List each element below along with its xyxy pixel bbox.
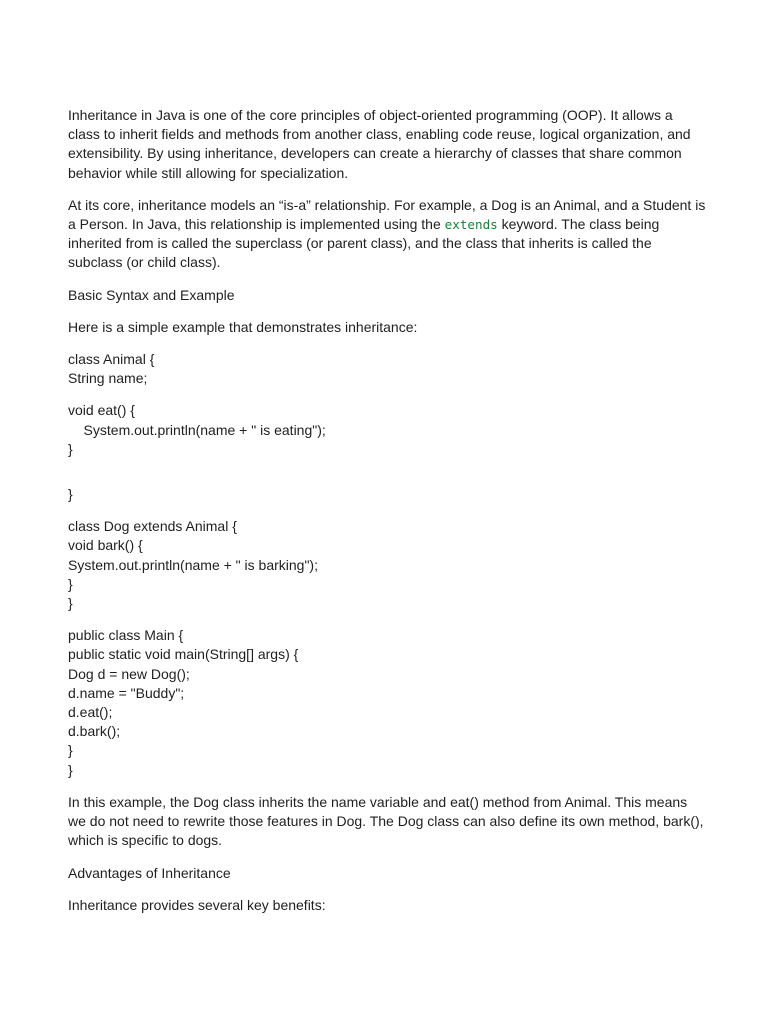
code-line: } [68,595,73,612]
code-line: System.out.println(name + " is barking"); [68,556,318,573]
code-line: class Animal { [68,351,155,368]
code-line: public class Main { [68,627,184,644]
code-line: } [68,761,73,778]
code-line: d.name = "Buddy"; [68,684,185,701]
code-line: System.out.println(name + " is eating"); [68,421,326,438]
code-line: class Dog extends Animal { [68,518,237,535]
code-line: } [68,440,73,457]
code-line: Dog d = new Dog(); [68,665,190,682]
syntax-heading: Basic Syntax and Example [68,286,235,303]
is-a-paragraph [68,196,708,273]
code-line: void eat() { [68,402,135,419]
advantages-heading: Advantages of Inheritance [68,864,231,881]
animal-class-close [68,485,708,504]
code-line: public static void main(String[] args) { [68,646,299,663]
animal-class-code [68,350,708,388]
code-line: void bark() { [68,537,143,554]
code-line: d.eat(); [68,704,113,721]
code-line: String name; [68,370,148,387]
advantages-lead: Inheritance provides several key benefits: [68,896,326,913]
is-a-text-end: keyword. The class being inherited from is called the superclass (or parent class), and the class that inherits is called the subclass (or child class). [68,216,660,271]
dog-class-code [68,517,708,613]
main-class-code [68,626,708,780]
eat-method-code [68,401,708,459]
document-page [68,106,708,928]
is-a-text-start: At its core, inheritance models an “is-a” relationship. For example, a Dog is an Animal, and a Student is a Person. In Java, this relationship is implemented using the [68,196,706,233]
code-line: } [68,742,73,759]
code-line: } [68,575,73,592]
code-line: d.bark(); [68,723,121,740]
code-line: } [68,486,73,503]
syntax-lead: Here is a simple example that demonstrates inheritance: [68,318,418,335]
extends-keyword: extends [444,217,498,233]
explanation-paragraph: In this example, the Dog class inherits the name variable and eat() method from Animal. This means we do not need to rewrite those features in Dog. The Dog class can also define its own method, bark(), which is specific to dogs. [68,793,704,849]
intro-paragraph: Inheritance in Java is one of the core principles of object-oriented programming (OOP). It allows a class to inherit fields and methods from another class, enabling code reuse, logical organization, and extensibility. By using inheritance, developers can create a hierarchy of classes that share common behavior while still allowing for specialization. [68,107,691,181]
blank-space [68,459,708,485]
